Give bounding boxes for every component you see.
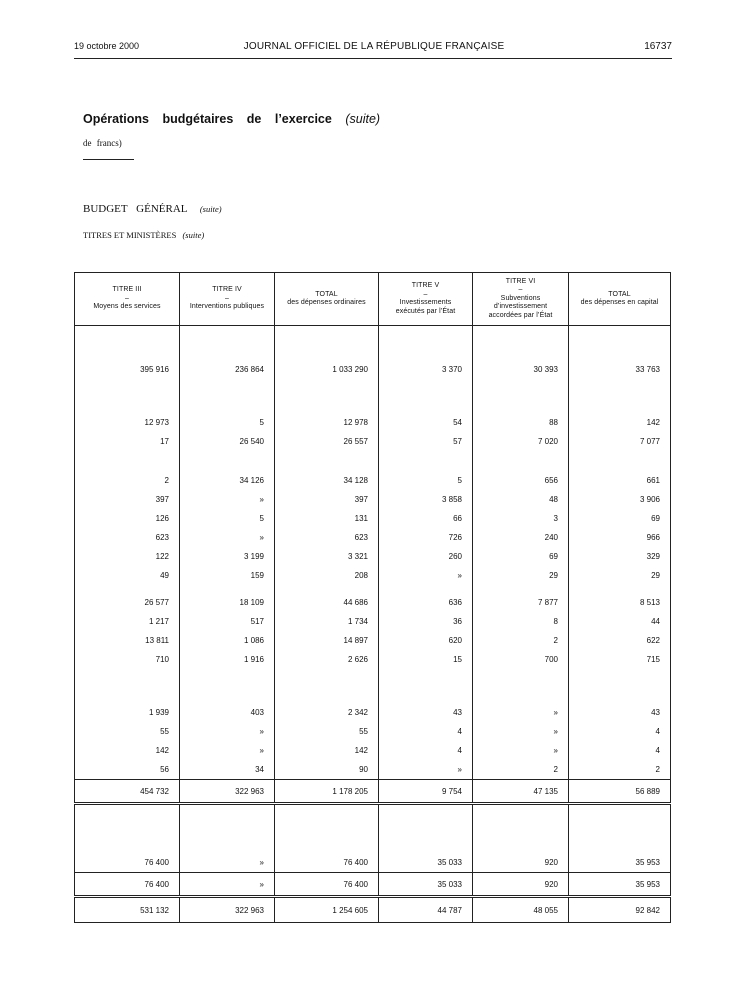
grand-total-row [75,897,671,923]
table-cell: 8 513 [569,593,671,612]
table-cell: 920 [473,853,569,873]
table-cell: » [180,853,275,873]
table-row [75,490,671,509]
table-cell: » [473,722,569,741]
table-row [75,612,671,631]
table-cell: 403 [180,703,275,722]
col-header-titre-4 [180,273,275,326]
table-cell: 5 [180,509,275,528]
table-cell: 8 [473,612,569,631]
spacer-cell [473,804,569,854]
table-cell: 43 [379,703,473,722]
table-cell: 5 [379,471,473,490]
table-cell: 9 754 [379,780,473,804]
spacer-cell [180,804,275,854]
spacer-cell [569,804,671,854]
table-cell: 3 321 [275,547,379,566]
table-cell: 34 [180,760,275,780]
spacer-cell [180,585,275,593]
table-cell: 76 400 [275,873,379,897]
header-rule [74,58,672,59]
table-cell: 517 [180,612,275,631]
table-body [75,326,671,923]
table-cell: 397 [275,490,379,509]
table-cell: 4 [569,741,671,760]
table-cell: 620 [379,631,473,650]
table-cell: 142 [275,741,379,760]
table-cell: 3 370 [379,360,473,379]
table-row [75,547,671,566]
table-cell: » [379,760,473,780]
table-cell: 57 [379,432,473,451]
titres-label [83,230,204,240]
col-header-titre-6 [473,273,569,326]
table-cell: 710 [75,650,180,669]
col-header-line: Investissements [399,299,452,306]
table-cell: 48 [473,490,569,509]
table-cell: 26 540 [180,432,275,451]
table-cell: 1 033 290 [275,360,379,379]
col-header-titre-5 [379,273,473,326]
col-header-line: des dépenses en capital [580,299,659,306]
spacer-cell [379,379,473,413]
table-cell: 622 [569,631,671,650]
table-cell: 15 [379,650,473,669]
table-cell: 397 [75,490,180,509]
col-header-titre-3 [75,273,180,326]
table-cell: 44 686 [275,593,379,612]
spacer-cell [473,326,569,361]
col-header-line: TOTAL [315,290,338,298]
table-cell: 131 [275,509,379,528]
table-row [75,360,671,379]
section-title [83,112,380,126]
spacer-cell [569,379,671,413]
table-cell: 142 [75,741,180,760]
spacer-cell [569,326,671,361]
table-cell: 47 135 [473,780,569,804]
col-header-line: – [225,294,229,302]
table-cell: 36 [379,612,473,631]
table-cell: 43 [569,703,671,722]
table-cell: 531 132 [75,897,180,923]
table-cell: 29 [473,566,569,585]
table-cell: 1 254 605 [275,897,379,923]
table-cell: 14 897 [275,631,379,650]
spacer-cell [75,451,180,471]
table-cell: 623 [275,528,379,547]
spacer-row [75,804,671,854]
table-row [75,593,671,612]
table-cell: 4 [569,722,671,741]
table-cell: 726 [379,528,473,547]
table-cell: 35 953 [569,873,671,897]
table-cell: » [473,741,569,760]
titres-label-text: TITRES ET MINISTÈRES [83,230,177,240]
table-cell: 715 [569,650,671,669]
spacer-cell [569,669,671,703]
table-cell: 69 [569,509,671,528]
spacer-cell [180,379,275,413]
col-header-line: TITRE IV [212,286,242,294]
table-cell: 56 889 [569,780,671,804]
table-cell: 322 963 [180,780,275,804]
spacer-cell [379,326,473,361]
table-cell: 66 [379,509,473,528]
spacer-cell [473,379,569,413]
table-row [75,853,671,873]
col-header-line: TOTAL [608,290,631,298]
table-cell: 2 [569,760,671,780]
journal-title: JOURNAL OFFICIEL DE LA RÉPUBLIQUE FRANÇAISE [243,41,505,52]
table-row [75,566,671,585]
table-cell: 34 126 [180,471,275,490]
spacer-cell [75,585,180,593]
table-cell: 29 [569,566,671,585]
col-header-total-ordinaires [275,273,379,326]
table-cell: 44 [569,612,671,631]
spacer-cell [75,669,180,703]
table-cell: 76 400 [275,853,379,873]
table-cell: 35 953 [569,853,671,873]
table-cell: 236 864 [180,360,275,379]
spacer-cell [569,585,671,593]
table-cell: 56 [75,760,180,780]
table-cell: 122 [75,547,180,566]
col-header-line: – [423,290,428,298]
col-header-line: Interventions publiques [189,303,265,311]
table-cell: 4 [379,722,473,741]
table-cell: 12 973 [75,413,180,432]
table-row [75,509,671,528]
table-cell: 2 626 [275,650,379,669]
table-row [75,471,671,490]
table-cell: 656 [473,471,569,490]
table-cell: » [180,741,275,760]
table-cell: 44 787 [379,897,473,923]
table-cell: 208 [275,566,379,585]
table-row [75,703,671,722]
table-cell: 88 [473,413,569,432]
table-cell: 1 086 [180,631,275,650]
col-header-line: accordées par l’État [488,311,553,319]
table-cell: 1 734 [275,612,379,631]
table-row [75,413,671,432]
budget-label-suffix: (suite) [199,204,222,214]
col-header-line: TITRE VI [505,277,536,285]
section-title-suffix: (suite) [345,112,381,126]
col-header-line: exécutés par l’État [395,307,456,315]
spacer-cell [473,451,569,471]
table-cell: 4 [379,741,473,760]
spacer-cell [569,451,671,471]
table-cell: 12 978 [275,413,379,432]
spacer-cell [473,669,569,703]
table-cell: 636 [379,593,473,612]
table-cell: » [180,528,275,547]
spacer-cell [275,326,379,361]
table-cell: 55 [275,722,379,741]
spacer-cell [75,804,180,854]
table-cell: 30 393 [473,360,569,379]
table-cell: 90 [275,760,379,780]
table-cell: 35 033 [379,873,473,897]
table-row [75,631,671,650]
table-cell: 454 732 [75,780,180,804]
table-cell: 1 916 [180,650,275,669]
table-cell: 1 178 205 [275,780,379,804]
budget-label-text: BUDGET GÉNÉRAL [83,203,188,215]
table-cell: 35 033 [379,853,473,873]
table-cell: 3 199 [180,547,275,566]
table-cell: 2 [473,760,569,780]
table-cell: 322 963 [180,897,275,923]
section-title-text: Opérations budgétaires de l’exercice [83,112,332,126]
table-row [75,650,671,669]
unit-label: de francs) [83,138,122,148]
header-date: 19 octobre 2000 [74,41,140,51]
spacer-cell [180,451,275,471]
table-cell: 34 128 [275,471,379,490]
table-cell: 3 858 [379,490,473,509]
table-cell: 7 877 [473,593,569,612]
spacer-cell [379,669,473,703]
col-header-line: TITRE V [411,282,440,289]
col-header-line: – [125,294,129,302]
spacer-cell [275,451,379,471]
col-header-line: Subventions d’investissement [493,294,548,311]
col-header-total-capital [569,273,671,326]
table-cell: 2 [473,631,569,650]
table-cell: » [180,722,275,741]
table-cell: 142 [569,413,671,432]
table-cell: 76 400 [75,873,180,897]
table-row [75,432,671,451]
titres-label-suffix: (suite) [182,230,205,240]
spacer-cell [275,379,379,413]
budget-table [74,272,671,923]
col-header-line: des dépenses ordinaires [287,299,366,306]
table-cell: 49 [75,566,180,585]
table-cell: 55 [75,722,180,741]
table-cell: 7 077 [569,432,671,451]
table-row [75,760,671,780]
table-cell: 76 400 [75,853,180,873]
table-cell: 623 [75,528,180,547]
col-header-line: – [518,286,523,294]
table-cell: » [180,873,275,897]
spacer-row [75,379,671,413]
table-cell: 126 [75,509,180,528]
subtotal-row [75,780,671,804]
title-rule [83,159,134,160]
table-row [75,528,671,547]
spacer-row [75,326,671,361]
table-cell: 329 [569,547,671,566]
table-cell: 700 [473,650,569,669]
table-cell: 18 109 [180,593,275,612]
spacer-cell [275,585,379,593]
subtotal-row [75,873,671,897]
table-cell: 26 557 [275,432,379,451]
table-cell: 966 [569,528,671,547]
col-header-line: TITRE III [112,286,142,294]
table-cell: 3 906 [569,490,671,509]
table-cell: 5 [180,413,275,432]
table-cell: 2 [75,471,180,490]
table-cell: 159 [180,566,275,585]
table-cell: 54 [379,413,473,432]
spacer-cell [379,804,473,854]
budget-label [83,203,222,215]
table-cell: 260 [379,547,473,566]
table-cell: 48 055 [473,897,569,923]
table-cell: » [379,566,473,585]
page-number: 16737 [644,41,672,52]
table-cell: » [473,703,569,722]
table-cell: 7 020 [473,432,569,451]
table-cell: 92 842 [569,897,671,923]
table-cell: 240 [473,528,569,547]
table-cell: 661 [569,471,671,490]
table-cell: 17 [75,432,180,451]
spacer-cell [75,379,180,413]
table-cell: 26 577 [75,593,180,612]
col-header-line: Moyens des services [93,303,161,311]
spacer-row [75,451,671,471]
table-row [75,741,671,760]
spacer-row [75,585,671,593]
table-cell: 13 811 [75,631,180,650]
table-cell: 395 916 [75,360,180,379]
table-cell: 2 342 [275,703,379,722]
table-cell: 920 [473,873,569,897]
spacer-cell [275,669,379,703]
spacer-cell [379,585,473,593]
table-cell: 33 763 [569,360,671,379]
spacer-cell [379,451,473,471]
table-cell: 3 [473,509,569,528]
table-cell: 1 217 [75,612,180,631]
spacer-row [75,669,671,703]
spacer-cell [473,585,569,593]
table-cell: 1 939 [75,703,180,722]
spacer-cell [180,669,275,703]
spacer-cell [75,326,180,361]
table-cell: » [180,490,275,509]
header-row [75,273,671,326]
table-row [75,722,671,741]
spacer-cell [275,804,379,854]
spacer-cell [180,326,275,361]
table-cell: 69 [473,547,569,566]
